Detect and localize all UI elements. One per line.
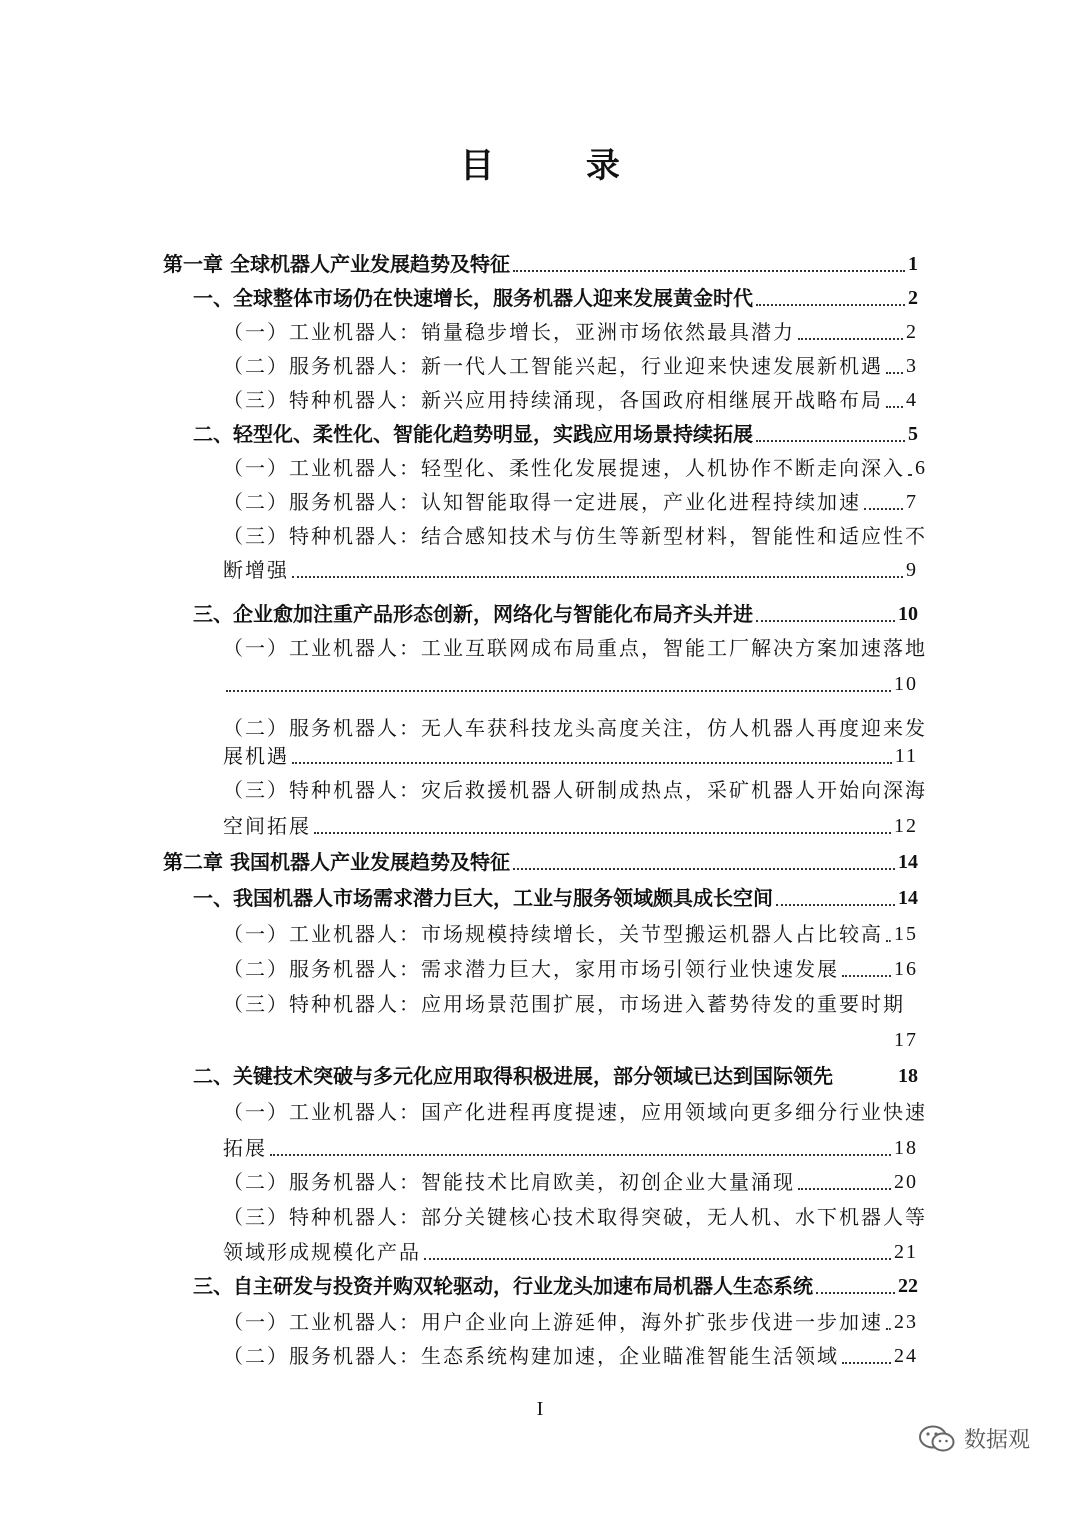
- toc-entry-subsection[interactable]: [223, 917, 918, 951]
- toc-entry-subsection[interactable]: [223, 1305, 918, 1339]
- toc-entry-subsection[interactable]: [223, 383, 918, 417]
- toc-title: 目 录: [460, 146, 660, 186]
- toc-entry-subsection[interactable]: [223, 519, 927, 553]
- toc-entry-page: 14: [898, 887, 918, 909]
- toc-entry-subsection[interactable]: [223, 315, 918, 349]
- toc-entry-subsection[interactable]: [223, 1339, 918, 1373]
- toc-entry-subsection[interactable]: [223, 773, 927, 807]
- watermark-text: 数据观: [964, 1428, 1031, 1453]
- toc-entry-subsection[interactable]: [223, 1165, 918, 1199]
- leader-dots: [226, 1046, 891, 1048]
- toc-entry-page: 18: [894, 1137, 918, 1159]
- toc-entry-page: 15: [894, 923, 918, 945]
- leader-dots: [513, 270, 905, 272]
- toc-entry-text: 二、轻型化、柔性化、智能化趋势明显，实践应用场景持续拓展: [193, 422, 753, 446]
- toc-entry-page: 12: [894, 815, 918, 837]
- toc-entry-subsection[interactable]: [223, 485, 918, 519]
- toc-entry-continuation[interactable]: [223, 667, 918, 701]
- toc-entry-page: 2: [906, 321, 918, 343]
- watermark: [918, 1423, 1030, 1454]
- toc-entry-subsection[interactable]: [223, 987, 918, 1021]
- leader-dots: [776, 904, 895, 906]
- toc-entry-page: 16: [894, 958, 918, 980]
- toc-entry-subsection[interactable]: [223, 1200, 927, 1234]
- toc-entry-page: 9: [906, 559, 918, 581]
- toc-entry-text: （二）服务机器人：需求潜力巨大，家用市场引领行业快速发展: [223, 957, 839, 981]
- toc-entry-page: 1: [908, 253, 918, 275]
- leader-dots: [270, 1154, 891, 1156]
- toc-entry-section[interactable]: [193, 597, 918, 631]
- toc-entry-text-cont: 断增强: [223, 558, 289, 582]
- leader-dots: [292, 576, 903, 578]
- toc-entry-text: （一）工业机器人：轻型化、柔性化发展提速，人机协作不断走向深入: [223, 456, 905, 480]
- leader-dots: [292, 762, 892, 764]
- toc-entry-text: （二）服务机器人：生态系统构建加速，企业瞄准智能生活领域: [223, 1344, 839, 1368]
- toc-entry-text-cont: 空间拓展: [223, 814, 311, 838]
- toc-entry-page: 18: [898, 1065, 918, 1087]
- toc-entry-text: （一）工业机器人：工业互联网成布局重点，智能工厂解决方案加速落地: [223, 636, 927, 660]
- toc-entry-page: 3: [906, 355, 918, 377]
- toc-entry-continuation[interactable]: [223, 739, 918, 773]
- toc-entry-continuation[interactable]: [223, 1235, 918, 1269]
- leader-dots: [756, 304, 905, 306]
- toc-entry-text: （三）特种机器人：灾后救援机器人研制成热点，采矿机器人开始向深海: [223, 778, 927, 802]
- toc-entry-section[interactable]: [193, 1269, 918, 1303]
- toc-entry-text: （二）服务机器人：新一代人工智能兴起，行业迎来快速发展新机遇: [223, 354, 883, 378]
- toc-entry-subsection[interactable]: [223, 952, 918, 986]
- leader-dots: [756, 440, 905, 442]
- toc-entry-text: 三、企业愈加注重产品形态创新，网络化与智能化布局齐头并进: [193, 602, 753, 626]
- toc-entry-page: 21: [894, 1241, 918, 1263]
- toc-entry-page: 5: [908, 423, 918, 445]
- leader-dots: [886, 406, 903, 408]
- toc-entry-page: 10: [894, 673, 918, 695]
- toc-entry-section[interactable]: [193, 1059, 918, 1093]
- toc-entry-page: 10: [898, 603, 918, 625]
- leader-dots: [836, 1082, 895, 1084]
- toc-entry-text: （二）服务机器人：智能技术比肩欧美，初创企业大量涌现: [223, 1170, 795, 1194]
- leader-dots: [513, 868, 895, 870]
- toc-entry-page: 7: [906, 491, 918, 513]
- toc-entry-text: （二）服务机器人：无人车获科技龙头高度关注，仿人机器人再度迎来发: [223, 716, 927, 740]
- leader-dots: [886, 940, 891, 942]
- toc-entry-text: 一、我国机器人市场需求潜力巨大，工业与服务领域颇具成长空间: [193, 886, 773, 910]
- toc-entry-text: （一）工业机器人：销量稳步增长，亚洲市场依然最具潜力: [223, 320, 795, 344]
- toc-entry-text: （一）工业机器人：市场规模持续增长，关节型搬运机器人占比较高: [223, 922, 883, 946]
- toc-entry-text: 二、关键技术突破与多元化应用取得积极进展，部分领域已达到国际领先: [193, 1064, 833, 1088]
- toc-entry-subsection[interactable]: [223, 631, 927, 665]
- toc-entry-text: 一、全球整体市场仍在快速增长，服务机器人迎来发展黄金时代: [193, 286, 753, 310]
- toc-entry-text: （二）服务机器人：认知智能取得一定进展，产业化进程持续加速: [223, 490, 861, 514]
- toc-entry-text: （三）特种机器人：新兴应用持续涌现，各国政府相继展开战略布局: [223, 388, 883, 412]
- toc-entry-subsection[interactable]: [223, 451, 927, 485]
- toc-entry-page: 11: [894, 745, 918, 767]
- toc-entry-page: 24: [894, 1345, 918, 1367]
- toc-entry-subsection[interactable]: [223, 1095, 927, 1129]
- toc-entry-text: 三、自主研发与投资并购双轮驱动，行业龙头加速布局机器人生态系统: [193, 1274, 813, 1298]
- toc-entry-chapter-2[interactable]: [163, 845, 918, 879]
- wechat-icon: [918, 1424, 956, 1454]
- toc-entry-continuation[interactable]: [223, 553, 918, 587]
- toc-entry-chapter-1[interactable]: [163, 247, 918, 281]
- leader-dots: [424, 1258, 891, 1260]
- toc-entry-section[interactable]: [193, 281, 918, 315]
- toc-entry-page: 17: [894, 1029, 918, 1051]
- toc-entry-page: 22: [898, 1275, 918, 1297]
- toc-entry-text: （一）工业机器人：国产化进程再度提速，应用领域向更多细分行业快速: [223, 1100, 927, 1124]
- toc-entry-text-cont: 展机遇: [223, 744, 289, 768]
- toc-entry-text-cont: 拓展: [223, 1136, 267, 1160]
- toc-entry-page: 14: [898, 851, 918, 873]
- leader-dots: [886, 372, 903, 374]
- toc-entry-page: 6: [915, 457, 927, 479]
- page-number: I: [536, 1398, 544, 1420]
- toc-entry-text: 第二章 我国机器人产业发展趋势及特征: [163, 850, 510, 874]
- toc-entry-continuation[interactable]: [223, 809, 918, 843]
- toc-entry-page: 4: [906, 389, 918, 411]
- leader-dots: [226, 690, 891, 692]
- toc-entry-text: （三）特种机器人：应用场景范围扩展，市场进入蓄势待发的重要时期: [223, 992, 905, 1016]
- toc-entry-page: 20: [894, 1171, 918, 1193]
- leader-dots: [314, 832, 891, 834]
- toc-entry-section[interactable]: [193, 417, 918, 451]
- leader-dots: [864, 508, 903, 510]
- toc-entry-page: 2: [908, 287, 918, 309]
- toc-entry-subsection[interactable]: [223, 349, 918, 383]
- leader-dots: [798, 338, 903, 340]
- toc-entry-continuation[interactable]: [223, 1131, 918, 1165]
- leader-dots: [842, 975, 891, 977]
- leader-dots: [908, 474, 912, 476]
- toc-entry-text-cont: 领域形成规模化产品: [223, 1240, 421, 1264]
- leader-dots: [842, 1362, 891, 1364]
- toc-entry-page: 23: [894, 1311, 918, 1333]
- leader-dots: [816, 1292, 895, 1294]
- toc-entry-continuation[interactable]: [223, 1023, 918, 1057]
- leader-dots: [756, 620, 895, 622]
- leader-dots: [886, 1328, 891, 1330]
- toc-entry-text: （三）特种机器人：部分关键核心技术取得突破，无人机、水下机器人等: [223, 1205, 927, 1229]
- leader-dots: [798, 1188, 891, 1190]
- toc-entry-text: 第一章 全球机器人产业发展趋势及特征: [163, 252, 510, 276]
- toc-entry-section[interactable]: [193, 881, 918, 915]
- toc-entry-text: （三）特种机器人：结合感知技术与仿生等新型材料，智能性和适应性不: [223, 524, 927, 548]
- toc-entry-text: （一）工业机器人：用户企业向上游延伸，海外扩张步伐进一步加速: [223, 1310, 883, 1334]
